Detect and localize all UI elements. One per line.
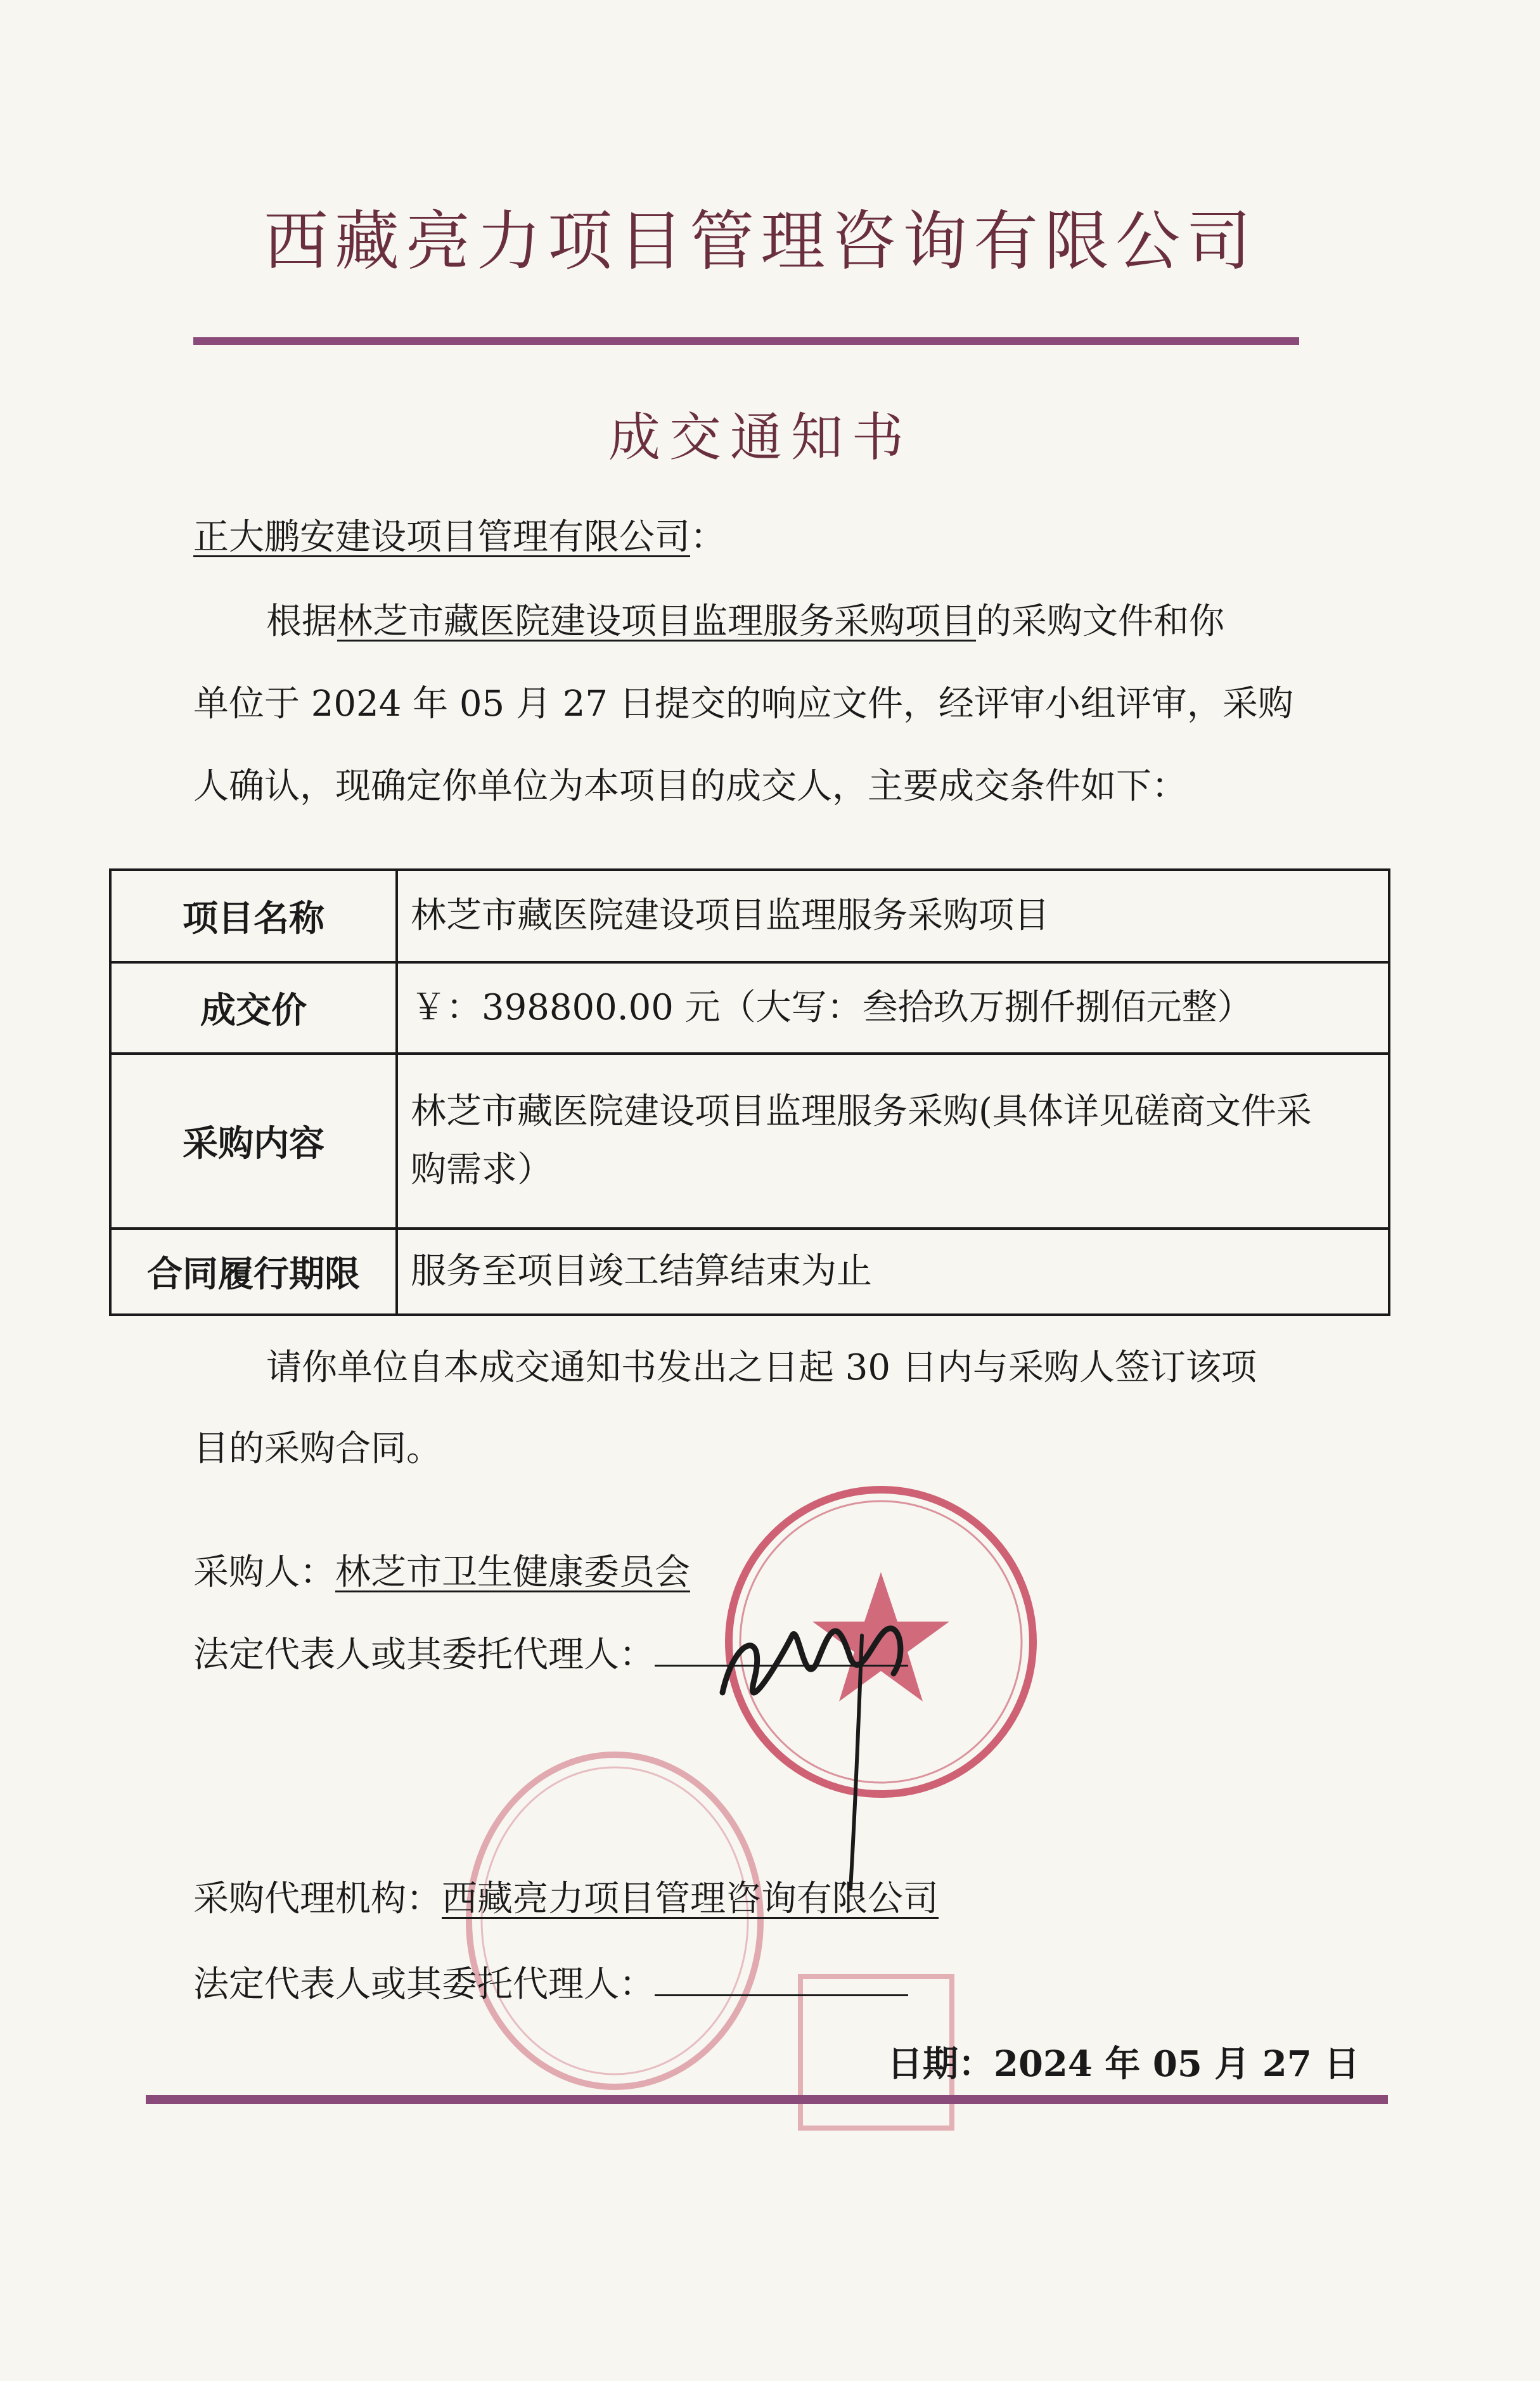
purchaser-name: 林芝市卫生健康委员会 xyxy=(335,1552,690,1593)
addressee-suffix: ： xyxy=(690,517,726,558)
agency-rep-line xyxy=(193,1962,908,2008)
table-row xyxy=(110,1229,1389,1315)
agency-rep-label: 法定代表人或其委托代理人： xyxy=(193,1964,655,2005)
date-value: 2024 年 05 月 27 日 xyxy=(994,2043,1360,2085)
signature-line xyxy=(655,1969,908,1996)
closing-line-1: 请你单位自本成交通知书发出之日起 30 日内与采购人签订该项 xyxy=(266,1347,1257,1388)
intro-line-2: 单位于 2024 年 05 月 27 日提交的响应文件，经评审小组评审，采购 xyxy=(193,683,1293,725)
table-label-term: 合同履行期限 xyxy=(110,1229,397,1315)
table-value-price: ￥：398800.00 元（大写：叁拾玖万捌仟捌佰元整） xyxy=(397,962,1389,1054)
date-label: 日期： xyxy=(887,2043,994,2085)
purchaser-label: 采购人： xyxy=(193,1552,335,1593)
addressee-name: 正大鹏安建设项目管理有限公司 xyxy=(193,517,690,558)
intro-line-1-suffix: 的采购文件和你 xyxy=(976,601,1224,642)
purchaser-rep-label: 法定代表人或其委托代理人： xyxy=(193,1634,655,1675)
date-line xyxy=(887,2041,1359,2087)
intro-line-1 xyxy=(266,599,1224,645)
table-label-price: 成交价 xyxy=(110,962,397,1054)
agency-name: 西藏亮力项目管理咨询有限公司 xyxy=(442,1878,939,1920)
table-value-content-line-1: 林芝市藏医院建设项目监理服务采购(具体详见磋商文件采 xyxy=(411,1091,1312,1132)
table-row xyxy=(110,1054,1389,1229)
closing-line-2: 目的采购合同。 xyxy=(193,1428,442,1469)
document-title: 成交通知书 xyxy=(608,408,913,468)
terms-table xyxy=(109,868,1390,1316)
table-value-term: 服务至项目竣工结算结束为止 xyxy=(397,1229,1389,1315)
intro-project-name: 林芝市藏医院建设项目监理服务采购项目 xyxy=(337,601,976,642)
table-value-project-name: 林芝市藏医院建设项目监理服务采购项目 xyxy=(397,870,1389,962)
table-value-content-line-2: 购需求） xyxy=(411,1149,553,1190)
footer-rule xyxy=(146,2095,1388,2104)
agency-line xyxy=(193,1876,939,1922)
table-label-project-name: 项目名称 xyxy=(110,870,397,962)
agency-label: 采购代理机构： xyxy=(193,1878,442,1920)
letterhead-rule xyxy=(193,337,1299,345)
signature-tail xyxy=(850,1636,862,1889)
intro-prefix: 根据 xyxy=(266,601,337,642)
table-value-content xyxy=(397,1054,1389,1229)
table-label-content: 采购内容 xyxy=(110,1054,397,1229)
signature-stroke xyxy=(722,1629,901,1693)
company-letterhead: 西藏亮力项目管理咨询有限公司 xyxy=(264,204,1257,280)
handwritten-signature xyxy=(710,1559,925,1902)
addressee-line xyxy=(193,515,726,560)
table-row xyxy=(110,870,1389,962)
table-row xyxy=(110,962,1389,1054)
purchaser-line xyxy=(193,1550,690,1596)
intro-line-3: 人确认，现确定你单位为本项目的成交人，主要成交条件如下： xyxy=(193,766,1187,807)
